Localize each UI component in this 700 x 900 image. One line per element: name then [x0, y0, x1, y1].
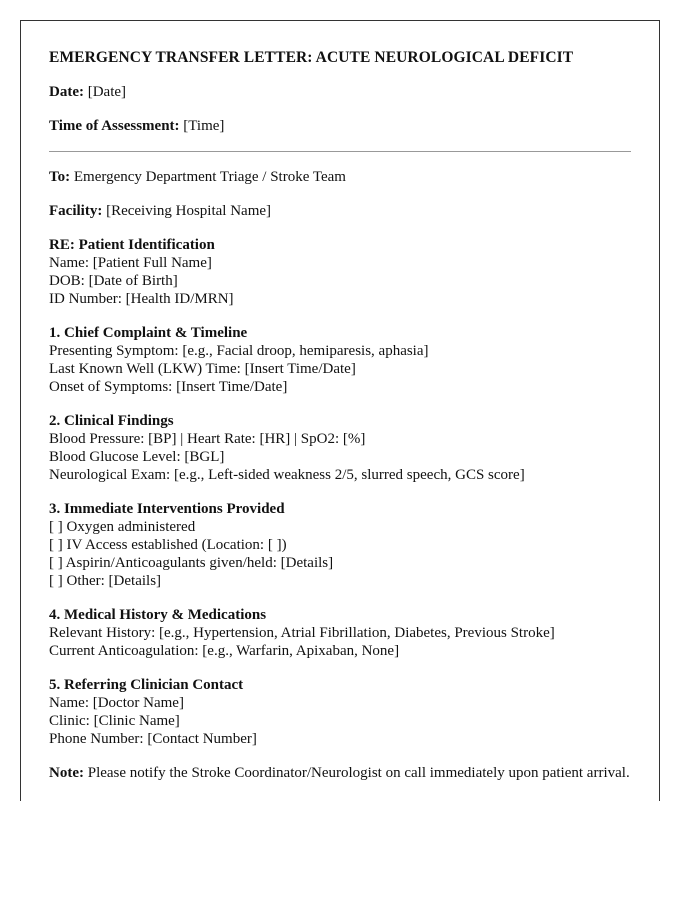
divider [49, 151, 631, 152]
section-heading: 2. Clinical Findings [49, 413, 174, 429]
section-line: Onset of Symptoms: [Insert Time/Date] [49, 379, 288, 395]
facility-field [49, 202, 631, 220]
section-heading: 4. Medical History & Medications [49, 607, 267, 623]
section-line: Blood Pressure: [BP] | Heart Rate: [HR] | SpO2: [%] [49, 431, 366, 447]
transfer-letter-page [20, 20, 660, 801]
section-line: Name: [Doctor Name] [49, 695, 184, 711]
checklist-item: [ ] Other: [Details] [49, 573, 162, 589]
note-paragraph [49, 764, 631, 782]
interventions-section [49, 500, 631, 590]
checklist-item: [ ] IV Access established (Location: [ ]) [49, 537, 287, 553]
section-heading: 5. Referring Clinician Contact [49, 677, 244, 693]
note-label: Note: [49, 765, 84, 781]
patient-id-line: ID Number: [Health ID/MRN] [49, 291, 234, 307]
chief-complaint-section [49, 324, 631, 396]
checklist-item: [ ] Aspirin/Anticoagulants given/held: [Details] [49, 555, 334, 571]
section-line: Presenting Symptom: [e.g., Facial droop, hemiparesis, aphasia] [49, 343, 429, 359]
section-line: Current Anticoagulation: [e.g., Warfarin, Apixaban, None] [49, 643, 400, 659]
time-label: Time of Assessment: [49, 118, 180, 134]
section-line: Phone Number: [Contact Number] [49, 731, 257, 747]
section-heading: 3. Immediate Interventions Provided [49, 501, 285, 517]
date-label: Date: [49, 84, 84, 100]
date-field [49, 83, 631, 101]
to-label: To: [49, 169, 71, 185]
section-line: Last Known Well (LKW) Time: [Insert Time/Date] [49, 361, 356, 377]
section-heading: 1. Chief Complaint & Timeline [49, 325, 248, 341]
to-field [49, 168, 631, 186]
patient-identification-section [49, 236, 631, 308]
clinical-findings-section [49, 412, 631, 484]
section-heading: RE: Patient Identification [49, 237, 215, 253]
date-value: [Date] [87, 84, 127, 100]
patient-dob-line: DOB: [Date of Birth] [49, 273, 178, 289]
referring-clinician-section [49, 676, 631, 748]
section-line: Relevant History: [e.g., Hypertension, Atrial Fibrillation, Diabetes, Previous Stroke] [49, 625, 555, 641]
section-line: Neurological Exam: [e.g., Left-sided weakness 2/5, slurred speech, GCS score] [49, 467, 525, 483]
patient-name-line: Name: [Patient Full Name] [49, 255, 212, 271]
checklist-item: [ ] Oxygen administered [49, 519, 196, 535]
time-field [49, 117, 631, 135]
to-value: Emergency Department Triage / Stroke Team [73, 169, 346, 185]
section-line: Blood Glucose Level: [BGL] [49, 449, 225, 465]
time-value: [Time] [183, 118, 225, 134]
medical-history-section [49, 606, 631, 660]
facility-value: [Receiving Hospital Name] [106, 203, 272, 219]
note-text: Please notify the Stroke Coordinator/Neurologist on call immediately upon patient arrival. [87, 765, 630, 781]
section-line: Clinic: [Clinic Name] [49, 713, 180, 729]
facility-label: Facility: [49, 203, 103, 219]
letter-title: EMERGENCY TRANSFER LETTER: ACUTE NEUROLOGICAL DEFICIT [49, 49, 574, 66]
